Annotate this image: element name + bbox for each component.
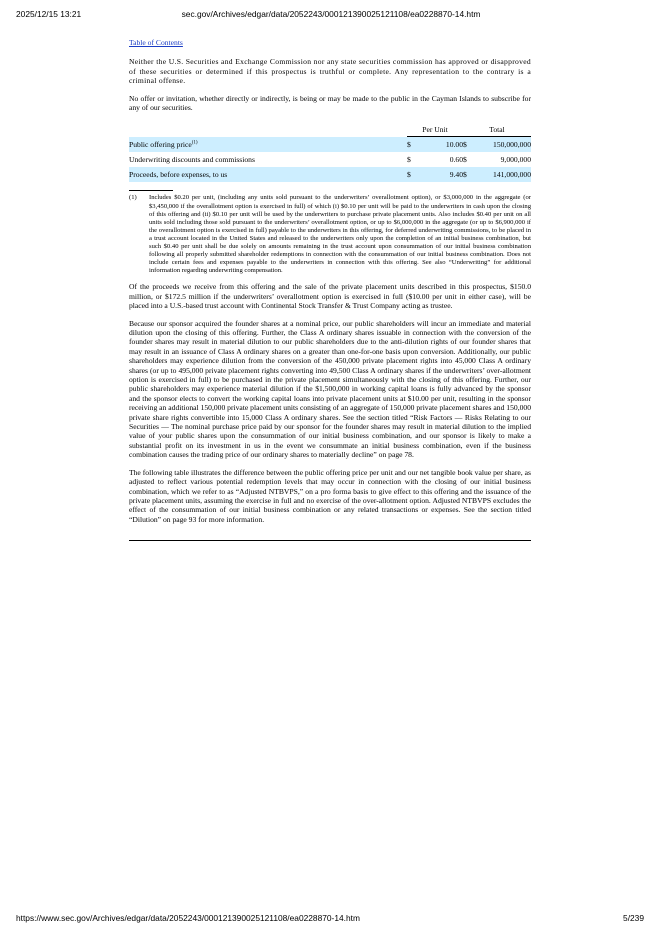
currency-symbol: $ [407,155,411,165]
currency-symbol: $ [407,137,417,153]
total-value: 150,000,000 [473,137,531,153]
total-header: Total [463,122,531,137]
total-value: 141,000,000 [473,167,531,182]
row-label: Public offering price$^{(1)}$ [129,137,407,153]
per-unit-value: 9.40 [417,167,463,182]
currency-symbol: $ [407,167,417,182]
section-divider [129,540,531,541]
footnote-ref: (1) [191,140,198,146]
row-label: Underwriting discounts and commissions [129,155,255,165]
table-row [129,137,531,153]
currency-symbol: $ [463,155,467,165]
trust-proceeds-paragraph: Of the proceeds we receive from this offering and the sale of the private placement units described in this prospectus, $150.0 million, or $172.5 million if the underwriters’ overallotment option is exercised in full ($10.00 per unit in either case), will be placed into a U.S.-based trust account with Continental Stock Transfer & Trust Company acting as trustee. [129,282,531,311]
per-unit-value: 0.60 [449,155,463,165]
table-of-contents-link[interactable]: Table of Contents [129,38,183,47]
footnote-divider [129,190,173,191]
sec-disclaimer-paragraph: Neither the U.S. Securities and Exchange Commission nor any state securities commission has approved or disapproved of these securities or determined if this prospectus is truthful or complete. Any representation to the contrary is a criminal offense. [129,57,531,86]
document-body [129,38,531,541]
offering-table-header [129,122,531,137]
table-row [129,152,531,167]
print-datetime: 2025/12/15 13:21 [16,9,82,19]
total-value: 9,000,000 [500,155,531,165]
offering-table [129,122,531,182]
per-unit-value: 10.00 [417,137,463,153]
ntbvps-intro-paragraph: The following table illustrates the difference between the public offering price per unit and our net tangible book value per share, as adjusted to reflect various potential redemption levels that may occur in connection with the closing of our initial business combination, which we refer to as “Adjusted NTBVPS,” on a pro forma basis to give effect to this offering and the issuance of the private placement units, assuming the exercise in full and no exercise of the over-allotment option. Adjusted NTBVPS excludes the effect of the consummation of our initial business combination or any related transactions or expenses. See the section titled “Dilution” on page 93 for more information. [129,467,531,524]
per-unit-header: Per Unit [407,122,463,137]
page-url: sec.gov/Archives/edgar/data/2052243/000121390025121108/ea0228870-14.htm [181,9,481,19]
page-counter: 5/239 [623,913,644,923]
sponsor-dilution-paragraph: Because our sponsor acquired the founder shares at a nominal price, our public shareholders will incur an immediate and material dilution upon the closing of this offering. Further, the Class A ordinary shares issuable in connection with the conversion of the founder shares may result in material dilution to our public shareholders due to the anti-dilution rights of our founder shares that may result in an issuance of Class A ordinary shares on a greater than one-for-one basis upon conversion. Additionally, our public shareholders may experience dilution from the conversion of the 450,000 private placement rights into 45,000 Class A ordinary shares (or up to 495,000 private placement rights converting into 49,500 Class A ordinary shares if the underwriters’ over-allotment option is exercised in full) to be purchased in the private placement simultaneously with the closing of this offering. Further, our public shareholders may experience material dilution if the $1,500,000 in working capital loans is fully advanced by the sponsor and the sponsor elects to convert the working capital loans into private placement units at $10.00 per unit, resulting in the sponsor receiving an additional 150,000 private placement units consisting of an aggregate of 150,000 private placement shares and 150,000 private share rights convertible into 15,000 Class A ordinary shares. See the section titled “Risk Factors — Risks Relating to our Securities — The nominal purchase price paid by our sponsor for the founder shares may result in material dilution to the implied value of your public shares upon the consummation of our initial business combination, and our sponsor is likely to make a substantial profit on its investment in us in the event we consummate an initial business combination, even if the business combination causes the trading price of our ordinary shares to materially decline” on page 78. [129,318,531,460]
cayman-offer-paragraph: No offer or invitation, whether directly or indirectly, is being or may be made to the public in the Cayman Islands to subscribe for any of our securities. [129,93,531,113]
footer-url: https://www.sec.gov/Archives/edgar/data/2052243/000121390025121108/ea0228870-14.htm [16,913,360,923]
row-label: Proceeds, before expenses, to us [129,167,407,182]
footnote-marker: (1) [129,194,137,202]
footnote [129,194,531,275]
table-row [129,167,531,182]
currency-symbol: $ [463,137,473,153]
footnote-text: Includes $0.20 per unit, (including any units sold pursuant to the underwriters’ overallotment option), or $3,000,000 in the aggregate (or $3,450,000 if the overallotment option is exercised in full) of which (i) $0.10 per unit will be paid to the underwriters in cash upon the closing of this offering and (ii) $0.10 per unit will be used by the underwriters to purchase private placement units. Also includes $0.40 per unit on all units sold including those sold pursuant to the underwriters’ overallotment option, or up to $6,000,000 in the aggregate (or up to $6,900,000 if the overallotment option is exercised in full) payable to the underwriters in this offering, for deferred underwriting commissions, to be placed in a trust account located in the United States and released to the underwriters only upon the completion of an initial business combination, but such $0.40 per unit shall be due solely on amounts remaining in the trust account upon consummation of our initial business combination following all properly submitted shareholder redemptions in connection with the consummation of our initial business combination. Does not include certain fees and expenses payable to the underwriters in connection with this offering. See also “Underwriting” for additional information regarding underwriting compensation. [149,194,531,275]
currency-symbol: $ [463,167,473,182]
